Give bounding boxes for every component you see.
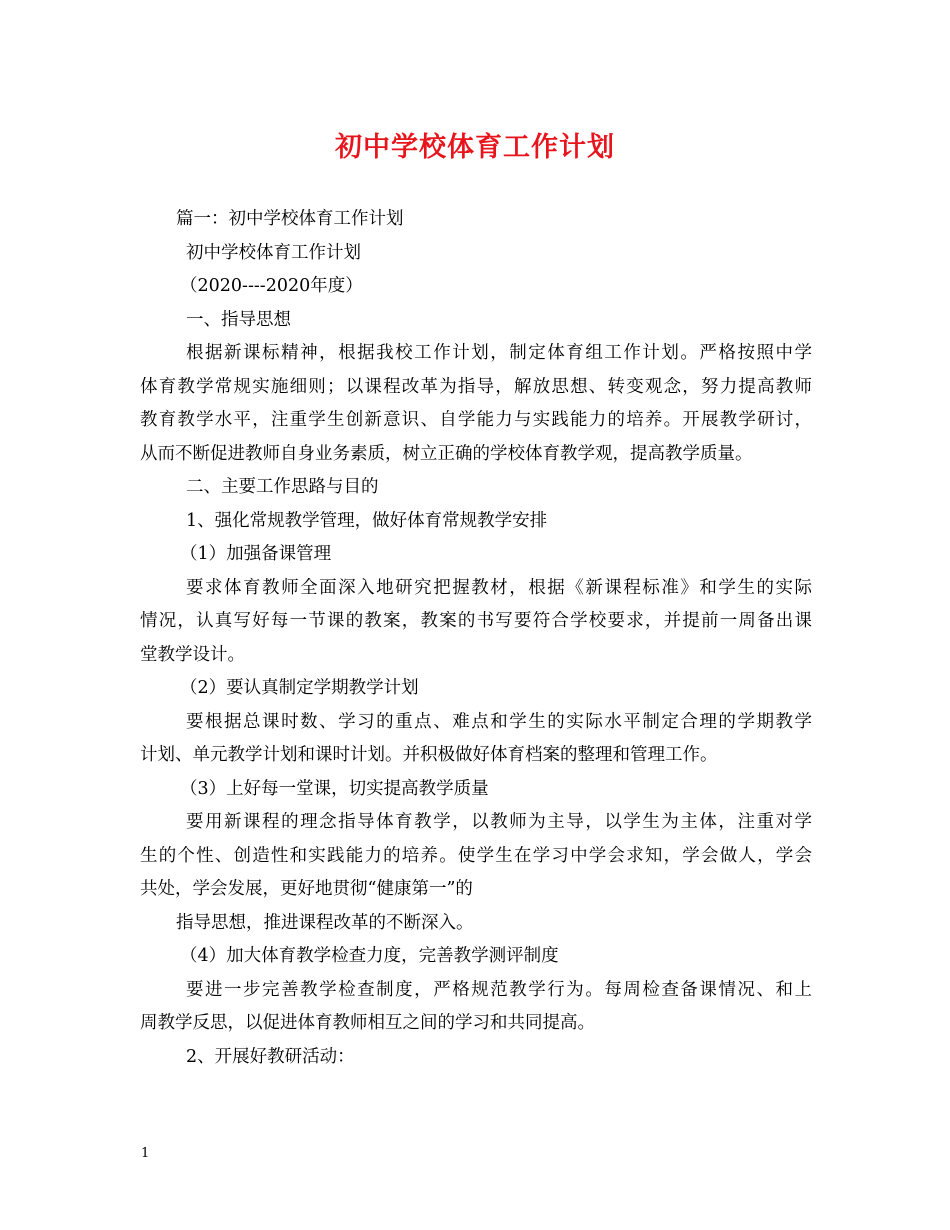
- paragraph-line: 教育教学水平，注重学生创新意识、自学能力与实践能力的培养。开展教学研讨，: [140, 410, 812, 430]
- paragraph-line: 堂教学设计。: [140, 644, 245, 665]
- subheading-inspection: （4）加大体育教学检查力度，完善教学测评制度: [180, 946, 559, 966]
- paragraph-line: 计划、单元教学计划和课时计划。并积极做好体育档案的整理和管理工作。: [140, 745, 718, 765]
- heading-guiding-ideology: 一、指导思想: [186, 309, 291, 330]
- paragraph-line: 共处，学会发展，更好地贯彻“健康第一”的: [140, 879, 473, 899]
- paragraph-line: 要求体育教师全面深入地研究把握教材，根据《新课程标准》和学生的实际: [186, 577, 812, 598]
- paragraph-line: 根据新课标精神，根据我校工作计划，制定体育组工作计划。严格按照中学: [186, 343, 812, 363]
- paragraph-line: 要进一步完善教学检查制度，严格规范教学行为。每周检查备课情况、和上: [186, 979, 812, 1000]
- paragraph-line: 情况，认真写好每一节课的教案，教案的书写要符合学校要求，并提前一周备出课: [140, 611, 812, 631]
- school-year: （2020----2020年度）: [180, 276, 363, 296]
- subheading-semester-plan: （2）要认真制定学期教学计划: [180, 678, 419, 698]
- heading-main-ideas: 二、主要工作思路与目的: [186, 477, 379, 497]
- document-title: 初中学校体育工作计划: [335, 132, 615, 163]
- heading-routine-management: 1、强化常规教学管理，做好体育常规教学安排: [186, 510, 548, 531]
- paragraph-line: 周教学反思，以促进体育教师相互之间的学习和共同提高。: [140, 1013, 595, 1033]
- paragraph-line: 要根据总课时数、学习的重点、难点和学生的实际水平制定合理的学期教学: [186, 711, 812, 732]
- page-number: 1: [141, 1146, 150, 1161]
- paragraph-line: 从而不断促进教师自身业务素质，树立正确的学校体育教学观，提高教学质量。: [140, 443, 753, 464]
- paragraph-line: 生的个性、创造性和实践能力的培养。使学生在学习中学会求知，学会做人，学会: [140, 845, 812, 866]
- paragraph-line: 指导思想，推进课程改革的不断深入。: [176, 912, 474, 933]
- subheading-lesson-prep: （1）加强备课管理: [180, 544, 332, 564]
- paragraph-line: 体育教学常规实施细则；以课程改革为指导，解放思想、转变观念，努力提高教师: [140, 376, 812, 397]
- subtitle-plan: 初中学校体育工作计划: [186, 242, 361, 263]
- section-heading-part-one: 篇一：初中学校体育工作计划: [176, 209, 404, 229]
- document-body: [140, 203, 812, 1074]
- heading-research-activities: 2、开展好教研活动：: [186, 1046, 355, 1067]
- subheading-teaching-quality: （3）上好每一堂课，切实提高教学质量: [180, 778, 489, 799]
- paragraph-line: 要用新课程的理念指导体育教学，以教师为主导，以学生为主体，注重对学: [186, 812, 812, 832]
